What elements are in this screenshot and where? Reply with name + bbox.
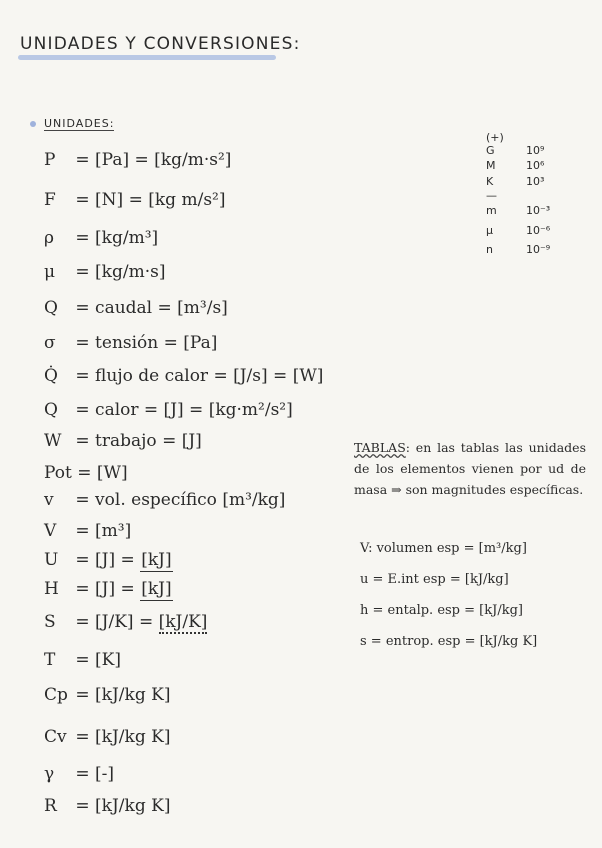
equation-text: = [Pa] = [kg/m·s²]: [75, 150, 232, 170]
prefix-row: [486, 224, 550, 237]
equation-text: = [kg/m³]: [75, 228, 159, 248]
equation-symbol: W: [44, 431, 62, 451]
equation-unit: [kJ]: [141, 550, 172, 570]
equation-text: = flujo de calor = [J/s] = [W]: [75, 366, 324, 386]
equation-text: = [kJ/kg K]: [75, 685, 171, 705]
prefix-row: [486, 144, 544, 157]
prefix-value: 10⁻⁶: [526, 224, 551, 237]
equation-enthalpy: [44, 579, 173, 601]
equation-internal-energy: [44, 550, 173, 572]
equation-symbol: Q̇: [44, 366, 58, 386]
prefix-letter: n: [486, 243, 493, 256]
equation-text: = caudal = [m³/s]: [75, 298, 228, 318]
specific-entropy-line: s = entrop. esp = [kJ/kg K]: [360, 634, 538, 649]
tablas-label: TABLAS: [354, 440, 406, 455]
equation-entropy: [44, 612, 207, 634]
equation-text: = [N] = [kg m/s²]: [75, 190, 226, 210]
prefix-letter: (+): [486, 131, 504, 144]
equation-text: = [kg/m·s]: [75, 262, 166, 282]
equation-heat: [44, 400, 293, 420]
title-highlight: [18, 55, 276, 60]
equation-symbol: Pot: [44, 463, 72, 483]
equation-text: = [W]: [77, 463, 128, 483]
equation-symbol: Q: [44, 298, 58, 318]
equation-text: = [K]: [75, 650, 122, 670]
equation-text: = vol. específico [m³/kg]: [75, 490, 286, 510]
prefix-row: [486, 243, 550, 256]
equation-symbol: v: [44, 490, 54, 510]
prefix-row: [486, 189, 526, 202]
section-label: UNIDADES:: [44, 117, 115, 130]
equation-symbol: S: [44, 612, 56, 632]
prefix-letter: K: [486, 175, 494, 188]
equation-symbol: H: [44, 579, 59, 599]
prefix-row: [486, 131, 526, 144]
equation-text: = trabajo = [J]: [75, 431, 202, 451]
equation-density: [44, 228, 158, 248]
page-title: UNIDADES Y CONVERSIONES:: [20, 34, 301, 54]
prefix-letter: —: [486, 189, 497, 202]
equation-text: = [J] =: [75, 550, 135, 570]
prefix-value: 10⁻⁹: [526, 243, 551, 256]
prefix-value: 10⁶: [526, 159, 545, 172]
prefix-letter: μ: [486, 224, 493, 237]
equation-text: = tensión = [Pa]: [75, 333, 218, 353]
equation-cv: [44, 727, 170, 747]
equation-viscosity: [44, 262, 165, 282]
equation-text: = [kJ/kg K]: [75, 727, 171, 747]
equation-symbol: Cv: [44, 727, 67, 747]
equation-symbol: P: [44, 150, 56, 170]
prefix-letter: G: [486, 144, 495, 157]
equation-symbol: R: [44, 796, 57, 816]
equation-text: = [-]: [75, 764, 115, 784]
equation-symbol: μ: [44, 262, 56, 282]
equation-unit: [kJ]: [141, 579, 172, 599]
equation-temperature: [44, 650, 121, 670]
equation-symbol: Cp: [44, 685, 68, 705]
equation-flow-rate: [44, 298, 228, 318]
equation-gas-constant: [44, 796, 170, 816]
prefix-value: 10⁹: [526, 144, 545, 157]
specific-internal-energy-line: u = E.int esp = [kJ/kg]: [360, 572, 509, 587]
section-heading: [30, 117, 114, 130]
equation-text: = [m³]: [75, 521, 132, 541]
equation-symbol: σ: [44, 333, 56, 353]
equation-text: = calor = [J] = [kg·m²/s²]: [75, 400, 293, 420]
equation-force: [44, 190, 225, 210]
prefix-row: [486, 159, 544, 172]
equation-symbol: γ: [44, 764, 55, 784]
equation-text: = [J/K] =: [75, 612, 154, 632]
bullet-icon: [30, 121, 36, 127]
equation-specific-volume: [44, 490, 285, 510]
equation-gamma: [44, 764, 114, 784]
tablas-text: : en las tablas las unidades de los elementos vienen por ud de masa ⇒ son magnitudes específicas.: [354, 440, 586, 497]
prefix-value: 10³: [526, 175, 545, 188]
prefix-row: [486, 175, 544, 188]
equation-volume: [44, 521, 131, 541]
equation-symbol: ρ: [44, 228, 54, 248]
specific-volume-line: V: volumen esp = [m³/kg]: [360, 541, 527, 556]
prefix-letter: m: [486, 204, 497, 217]
equation-symbol: F: [44, 190, 56, 210]
equation-symbol: V: [44, 521, 57, 541]
equation-text: = [J] =: [75, 579, 135, 599]
equation-symbol: Q: [44, 400, 58, 420]
equation-power: [44, 463, 128, 483]
prefix-letter: M: [486, 159, 496, 172]
equation-cp: [44, 685, 170, 705]
equation-symbol: T: [44, 650, 56, 670]
tablas-note: [354, 437, 586, 500]
equation-text: = [kJ/kg K]: [75, 796, 171, 816]
prefix-row: [486, 204, 550, 217]
prefix-value: 10⁻³: [526, 204, 551, 217]
equation-unit: [kJ/K]: [158, 612, 208, 632]
equation-tension: [44, 333, 217, 353]
equation-work: [44, 431, 202, 451]
equation-symbol: U: [44, 550, 59, 570]
equation-pressure: [44, 150, 231, 170]
specific-enthalpy-line: h = entalp. esp = [kJ/kg]: [360, 603, 523, 618]
equation-heat-flow: [44, 366, 323, 386]
